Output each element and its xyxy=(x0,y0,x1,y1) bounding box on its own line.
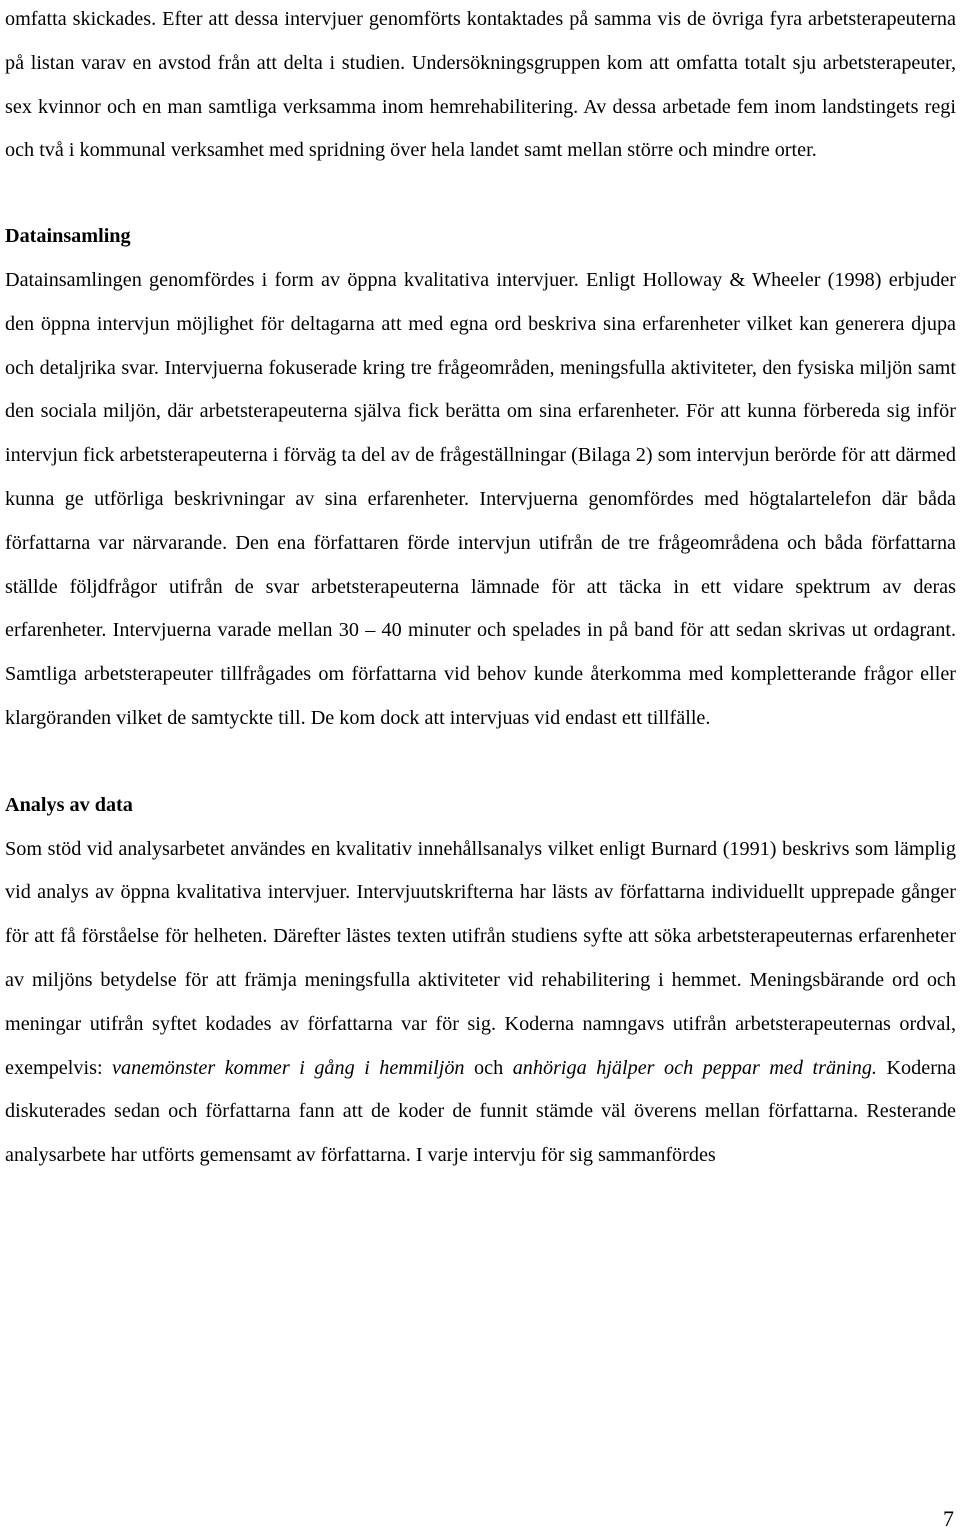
example-code-2: anhöriga hjälper och peppar med träning. xyxy=(512,1056,877,1079)
analys-text-part1: Som stöd vid analysarbetet användes en kvalitativ innehållsanalys vilket enligt Burnard (1991) beskrivs som lämplig vid analys av öppna kvalitativa intervjuer. Intervjuutskrifterna har lästs av författarna individuellt upprepade gånger för att få förståelse för helheten. Därefter lästes texten utifrån studiens syfte att söka arbetsterapeuternas erfarenheter av miljöns betydelse för att främja meningsfulla aktiviteter vid rehabilitering i hemmet. Meningsbärande ord och meningar utifrån syftet kodades av författarna var för sig. Koderna namngavs utifrån arbetsterapeuternas ordval, exempelvis: xyxy=(5,837,956,1079)
document-page xyxy=(5,0,956,1178)
analys-paragraph xyxy=(5,828,956,1178)
example-code-1: vanemönster kommer i gång i hemmiljön xyxy=(112,1056,465,1079)
datainsamling-paragraph: Datainsamlingen genomfördes i form av öppna kvalitativa intervjuer. Enligt Holloway & Wheeler (1998) erbjuder den öppna intervjun möjlighet för deltagarna att med egna ord beskriva sina erfarenheter vilket kan generera djupa och detaljrika svar. Intervjuerna fokuserade kring tre frågeområden, meningsfulla aktiviteter, den fysiska miljön samt den sociala miljön, där arbetsterapeuterna själva fick berätta om sina erfarenheter. För att kunna förbereda sig inför intervjun fick arbetsterapeuterna i förväg ta del av de frågeställningar (Bilaga 2) som intervjun berörde för att därmed kunna ge utförliga beskrivningar av sina erfarenheter. Intervjuerna genomfördes med högtalartelefon där båda författarna var närvarande. Den ena författaren förde intervjun utifrån de tre frågeområdena och båda författarna ställde följdfrågor utifrån de svar arbetsterapeuterna lämnade för att täcka in ett vidare spektrum av deras erfarenheter. Intervjuerna varade mellan 30 – 40 minuter och spelades in på band för att sedan skrivas ut ordagrant. Samtliga arbetsterapeuter tillfrågades om författarna vid behov kunde återkomma med kompletterande frågor eller klargöranden vilket de samtyckte till. De kom dock att intervjuas vid endast ett tillfälle. xyxy=(5,268,956,729)
analys-text-part2: Koderna diskuterades sedan och författarna fann att de koder de funnit stämde väl överens mellan författarna. Resterande analysarbete har utförts gemensamt av författarna. I varje intervju för sig sammanfördes xyxy=(5,1056,956,1167)
section-heading-datainsamling: Datainsamling xyxy=(5,225,131,248)
analys-connector: och xyxy=(464,1056,513,1079)
intro-paragraph: omfatta skickades. Efter att dessa intervjuer genomförts kontaktades på samma vis de övriga fyra arbetsterapeuterna på listan varav en avstod från att delta i studien. Undersökningsgruppen kom att omfatta totalt sju arbetsterapeuter, sex kvinnor och en man samtliga verksamma inom hemrehabilitering. Av dessa arbetade fem inom landstingets regi och två i kommunal verksamhet med spridning över hela landet samt mellan större och mindre orter. xyxy=(5,8,956,162)
page-number: 7 xyxy=(943,1506,954,1531)
section-heading-analys-av-data: Analys av data xyxy=(5,793,133,816)
